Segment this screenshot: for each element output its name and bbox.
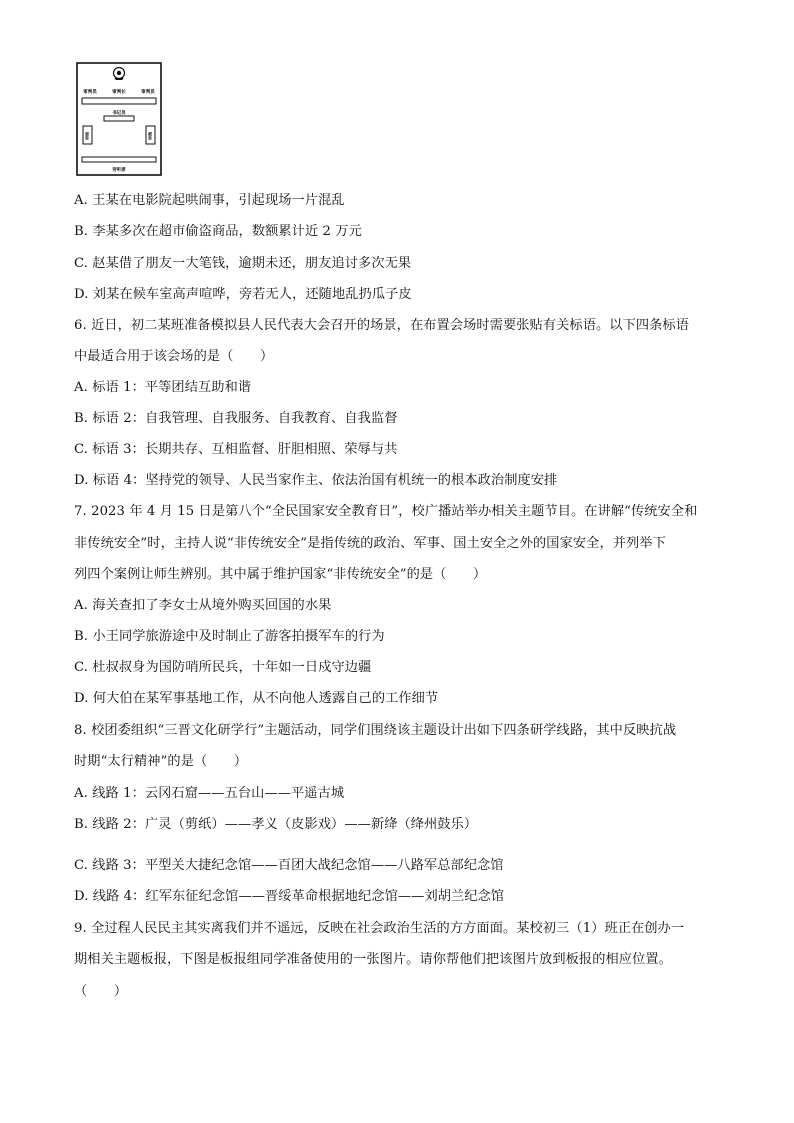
q6-option-d: D. 标语 4：坚持党的领导、人民当家作主、依法治国有机统一的根本政治制度安排 — [74, 473, 558, 488]
q5-option-b: B. 李某多次在超市偷盗商品，数额累计近 2 万元 — [74, 224, 362, 239]
q9-stem-line2: 期相关主题板报，下图是板报组同学准备使用的一张图片。请你帮他们把该图片放到板报的相应位置。 — [74, 952, 672, 967]
plaintiff-label: 原告 — [85, 132, 90, 140]
q9-stem-line1: 9. 全过程人民民主其实离我们并不遥远，反映在社会政治生活的方方面面。某校初三（1）班正在创办一 — [74, 921, 685, 936]
q5-option-c: C. 赵某借了朋友一大笔钱，逾期未还，朋友追讨多次无果 — [74, 256, 412, 271]
q6-stem-line1: 6. 近日，初二某班准备模拟县人民代表大会召开的场景，在布置会场时需要张贴有关标语。以下四条标语 — [74, 318, 690, 333]
q6-option-b: B. 标语 2：自我管理、自我服务、自我教育、自我监督 — [74, 411, 398, 426]
q7-option-b: B. 小王同学旅游途中及时制止了游客拍摄军车的行为 — [74, 629, 385, 644]
national-emblem-icon — [114, 68, 125, 81]
judges-bench — [82, 98, 156, 104]
gallery-label: 旁听席 — [112, 168, 126, 173]
q9-stem-line3: （ ） — [74, 984, 128, 999]
chief-judge-label: 审判长 — [112, 90, 126, 95]
q5-option-d: D. 刘某在候车室高声喧哗，旁若无人，还随地乱扔瓜子皮 — [74, 287, 412, 302]
judge-right-label: 审判员 — [141, 90, 155, 95]
q8-stem-line2: 时期“太行精神”的是（ ） — [74, 754, 248, 769]
q8-option-a: A. 线路 1：云冈石窟——五台山——平遥古城 — [74, 786, 345, 801]
q5-option-a: A. 王某在电影院起哄闹事，引起现场一片混乱 — [74, 193, 345, 208]
courtroom-diagram — [76, 62, 162, 176]
q8-option-d: D. 线路 4：红军东征纪念馆——晋绥革命根据地纪念馆——刘胡兰纪念馆 — [74, 889, 505, 904]
q8-option-b: B. 线路 2：广灵（剪纸）——孝义（皮影戏）——新绛（绛州鼓乐） — [74, 817, 478, 832]
q6-option-c: C. 标语 3：长期共存、互相监督、肝胆相照、荣辱与共 — [74, 442, 398, 457]
judge-left-label: 审判员 — [83, 90, 97, 95]
q7-option-a: A. 海关查扣了李女士从境外购买回国的水果 — [74, 598, 332, 613]
clerk-desk — [104, 116, 134, 121]
q7-option-d: D. 何大伯在某军事基地工作，从不向他人透露自己的工作细节 — [74, 691, 439, 706]
q6-option-a: A. 标语 1：平等团结互助和谐 — [74, 380, 252, 395]
q7-stem-line1: 7. 2023 年 4 月 15 日是第八个“全民国家安全教育日”，校广播站举办相关主题节目。在讲解“传统安全和 — [74, 504, 698, 519]
q6-stem-line2: 中最适合用于该会场的是（ ） — [74, 349, 274, 364]
q7-stem-line3: 列四个案例让师生辨别。其中属于维护国家“非传统安全”的是（ ） — [74, 567, 487, 582]
defendant-label: 被告 — [148, 132, 153, 140]
q8-option-c: C. 线路 3：平型关大捷纪念馆——百团大战纪念馆——八路军总部纪念馆 — [74, 858, 504, 873]
q7-stem-line2: 非传统安全”时，主持人说“非传统安全”是指传统的政治、军事、国土安全之外的国家安全，并列举下 — [74, 536, 666, 551]
clerk-label: 书记员 — [112, 111, 126, 116]
gallery-bar — [82, 157, 156, 162]
q7-option-c: C. 杜叔叔身为国防哨所民兵，十年如一日戍守边疆 — [74, 660, 372, 675]
q8-stem-line1: 8. 校团委组织“三晋文化研学行”主题活动，同学们围绕该主题设计出如下四条研学线路，其中反映抗战 — [74, 723, 677, 738]
